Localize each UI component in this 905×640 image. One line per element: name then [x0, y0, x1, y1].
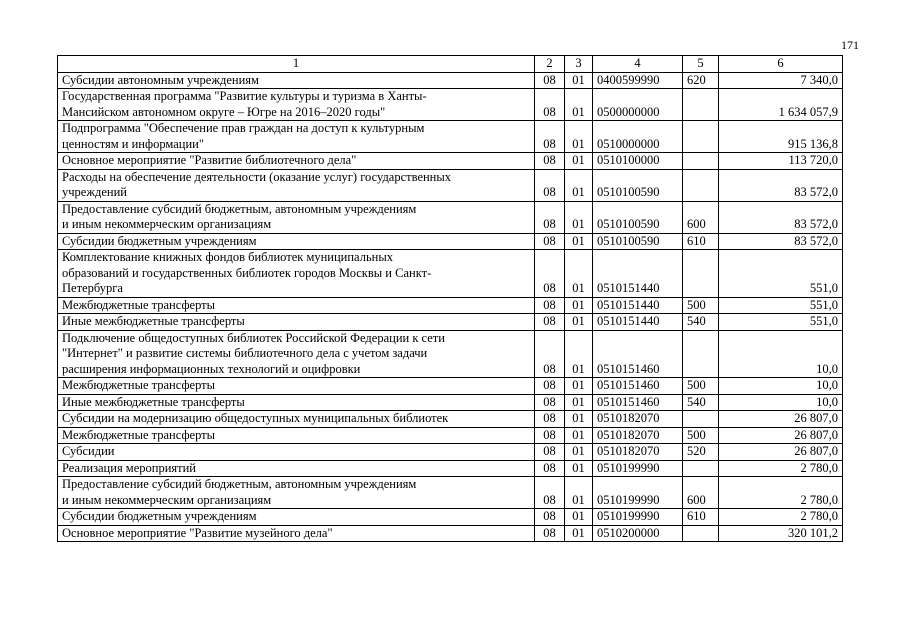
col-header-4: 4	[593, 56, 683, 73]
table-row	[58, 330, 843, 378]
row-target-code: 0510151460	[593, 378, 683, 395]
table-row	[58, 201, 843, 233]
row-expense-type: 610	[683, 509, 719, 526]
table-row	[58, 444, 843, 461]
table-row	[58, 525, 843, 542]
row-name: Реализация мероприятий	[58, 460, 535, 477]
row-subsection: 01	[565, 427, 593, 444]
table-row	[58, 233, 843, 250]
row-section: 08	[535, 427, 565, 444]
row-amount: 551,0	[719, 250, 843, 298]
row-target-code: 0510199990	[593, 509, 683, 526]
row-target-code: 0510100590	[593, 201, 683, 233]
row-subsection: 01	[565, 169, 593, 201]
row-expense-type: 540	[683, 394, 719, 411]
row-name: Государственная программа "Развитие культуры и туризма в Ханты- Мансийском автономном округе – Югре на 2016–2020 годы"	[58, 89, 535, 121]
row-section: 08	[535, 201, 565, 233]
row-amount: 2 780,0	[719, 460, 843, 477]
row-amount: 26 807,0	[719, 411, 843, 428]
row-subsection: 01	[565, 153, 593, 170]
row-subsection: 01	[565, 330, 593, 378]
row-subsection: 01	[565, 509, 593, 526]
row-name: Иные межбюджетные трансферты	[58, 314, 535, 331]
row-section: 08	[535, 378, 565, 395]
row-subsection: 01	[565, 460, 593, 477]
row-expense-type: 520	[683, 444, 719, 461]
row-name: Межбюджетные трансферты	[58, 297, 535, 314]
row-target-code: 0510182070	[593, 411, 683, 428]
row-target-code: 0510151440	[593, 250, 683, 298]
row-subsection: 01	[565, 394, 593, 411]
row-amount: 320 101,2	[719, 525, 843, 542]
row-target-code: 0510151440	[593, 314, 683, 331]
table-row	[58, 72, 843, 89]
row-expense-type: 600	[683, 477, 719, 509]
row-expense-type	[683, 525, 719, 542]
row-subsection: 01	[565, 444, 593, 461]
row-amount: 83 572,0	[719, 169, 843, 201]
row-subsection: 01	[565, 250, 593, 298]
row-subsection: 01	[565, 89, 593, 121]
row-section: 08	[535, 153, 565, 170]
row-expense-type: 500	[683, 427, 719, 444]
row-expense-type	[683, 121, 719, 153]
row-section: 08	[535, 314, 565, 331]
row-section: 08	[535, 477, 565, 509]
row-target-code: 0510151460	[593, 394, 683, 411]
row-subsection: 01	[565, 201, 593, 233]
row-expense-type: 500	[683, 297, 719, 314]
row-subsection: 01	[565, 525, 593, 542]
row-expense-type	[683, 169, 719, 201]
row-subsection: 01	[565, 233, 593, 250]
table-row	[58, 378, 843, 395]
row-amount: 551,0	[719, 314, 843, 331]
row-amount: 7 340,0	[719, 72, 843, 89]
row-expense-type: 620	[683, 72, 719, 89]
row-target-code: 0500000000	[593, 89, 683, 121]
row-name: Комплектование книжных фондов библиотек муниципальных образований и государственных библиотек городов Москвы и Санкт- Петербурга	[58, 250, 535, 298]
row-name: Расходы на обеспечение деятельности (оказание услуг) государственных учреждений	[58, 169, 535, 201]
row-subsection: 01	[565, 411, 593, 428]
row-target-code: 0510100590	[593, 169, 683, 201]
row-target-code: 0400599990	[593, 72, 683, 89]
row-expense-type: 540	[683, 314, 719, 331]
col-header-5: 5	[683, 56, 719, 73]
row-target-code: 0510000000	[593, 121, 683, 153]
row-section: 08	[535, 169, 565, 201]
row-target-code: 0510100000	[593, 153, 683, 170]
row-section: 08	[535, 525, 565, 542]
table-row	[58, 169, 843, 201]
table-row	[58, 250, 843, 298]
row-target-code: 0510182070	[593, 444, 683, 461]
row-amount: 1 634 057,9	[719, 89, 843, 121]
table-row	[58, 121, 843, 153]
row-name: Предоставление субсидий бюджетным, автономным учреждениям и иным некоммерческим организациям	[58, 477, 535, 509]
row-name: Субсидии автономным учреждениям	[58, 72, 535, 89]
col-header-2: 2	[535, 56, 565, 73]
row-subsection: 01	[565, 121, 593, 153]
row-amount: 10,0	[719, 330, 843, 378]
row-target-code: 0510182070	[593, 427, 683, 444]
row-amount: 113 720,0	[719, 153, 843, 170]
row-target-code: 0510151440	[593, 297, 683, 314]
row-subsection: 01	[565, 72, 593, 89]
row-name: Субсидии бюджетным учреждениям	[58, 233, 535, 250]
row-section: 08	[535, 250, 565, 298]
row-amount: 2 780,0	[719, 477, 843, 509]
row-amount: 10,0	[719, 394, 843, 411]
row-amount: 83 572,0	[719, 201, 843, 233]
row-expense-type	[683, 153, 719, 170]
row-name: Иные межбюджетные трансферты	[58, 394, 535, 411]
row-section: 08	[535, 121, 565, 153]
row-expense-type	[683, 250, 719, 298]
row-expense-type: 500	[683, 378, 719, 395]
row-subsection: 01	[565, 314, 593, 331]
row-name: Субсидии	[58, 444, 535, 461]
table-row	[58, 394, 843, 411]
table-row	[58, 297, 843, 314]
row-section: 08	[535, 72, 565, 89]
row-section: 08	[535, 444, 565, 461]
row-section: 08	[535, 460, 565, 477]
row-name: Подключение общедоступных библиотек Российской Федерации к сети "Интернет" и развитие системы библиотечного дела с учетом задачи расширения информационных технологий и оцифровки	[58, 330, 535, 378]
table-row	[58, 427, 843, 444]
row-section: 08	[535, 330, 565, 378]
row-expense-type	[683, 330, 719, 378]
row-target-code: 0510151460	[593, 330, 683, 378]
row-name: Основное мероприятие "Развитие музейного дела"	[58, 525, 535, 542]
table-row	[58, 314, 843, 331]
table-body	[58, 72, 843, 542]
row-name: Предоставление субсидий бюджетным, автономным учреждениям и иным некоммерческим организациям	[58, 201, 535, 233]
row-target-code: 0510199990	[593, 460, 683, 477]
row-name: Субсидии бюджетным учреждениям	[58, 509, 535, 526]
row-section: 08	[535, 297, 565, 314]
table-row	[58, 509, 843, 526]
table-row	[58, 411, 843, 428]
row-name: Межбюджетные трансферты	[58, 427, 535, 444]
table-row	[58, 89, 843, 121]
col-header-6: 6	[719, 56, 843, 73]
table-row	[58, 153, 843, 170]
table-header-row	[58, 56, 843, 73]
row-section: 08	[535, 509, 565, 526]
row-section: 08	[535, 411, 565, 428]
row-expense-type	[683, 460, 719, 477]
budget-table	[57, 55, 843, 542]
row-expense-type: 610	[683, 233, 719, 250]
row-section: 08	[535, 89, 565, 121]
row-subsection: 01	[565, 378, 593, 395]
row-target-code: 0510199990	[593, 477, 683, 509]
row-target-code: 0510200000	[593, 525, 683, 542]
row-amount: 2 780,0	[719, 509, 843, 526]
row-amount: 551,0	[719, 297, 843, 314]
row-target-code: 0510100590	[593, 233, 683, 250]
col-header-3: 3	[565, 56, 593, 73]
row-expense-type	[683, 89, 719, 121]
row-amount: 10,0	[719, 378, 843, 395]
table-row	[58, 460, 843, 477]
row-name: Основное мероприятие "Развитие библиотечного дела"	[58, 153, 535, 170]
row-amount: 26 807,0	[719, 427, 843, 444]
row-section: 08	[535, 394, 565, 411]
row-subsection: 01	[565, 477, 593, 509]
row-name: Подпрограмма "Обеспечение прав граждан на доступ к культурным ценностям и информации"	[58, 121, 535, 153]
page-number: 171	[841, 38, 859, 52]
row-subsection: 01	[565, 297, 593, 314]
col-header-1: 1	[58, 56, 535, 73]
row-expense-type	[683, 411, 719, 428]
row-name: Субсидии на модернизацию общедоступных муниципальных библиотек	[58, 411, 535, 428]
row-amount: 26 807,0	[719, 444, 843, 461]
row-amount: 83 572,0	[719, 233, 843, 250]
row-expense-type: 600	[683, 201, 719, 233]
table-row	[58, 477, 843, 509]
row-amount: 915 136,8	[719, 121, 843, 153]
row-name: Межбюджетные трансферты	[58, 378, 535, 395]
row-section: 08	[535, 233, 565, 250]
